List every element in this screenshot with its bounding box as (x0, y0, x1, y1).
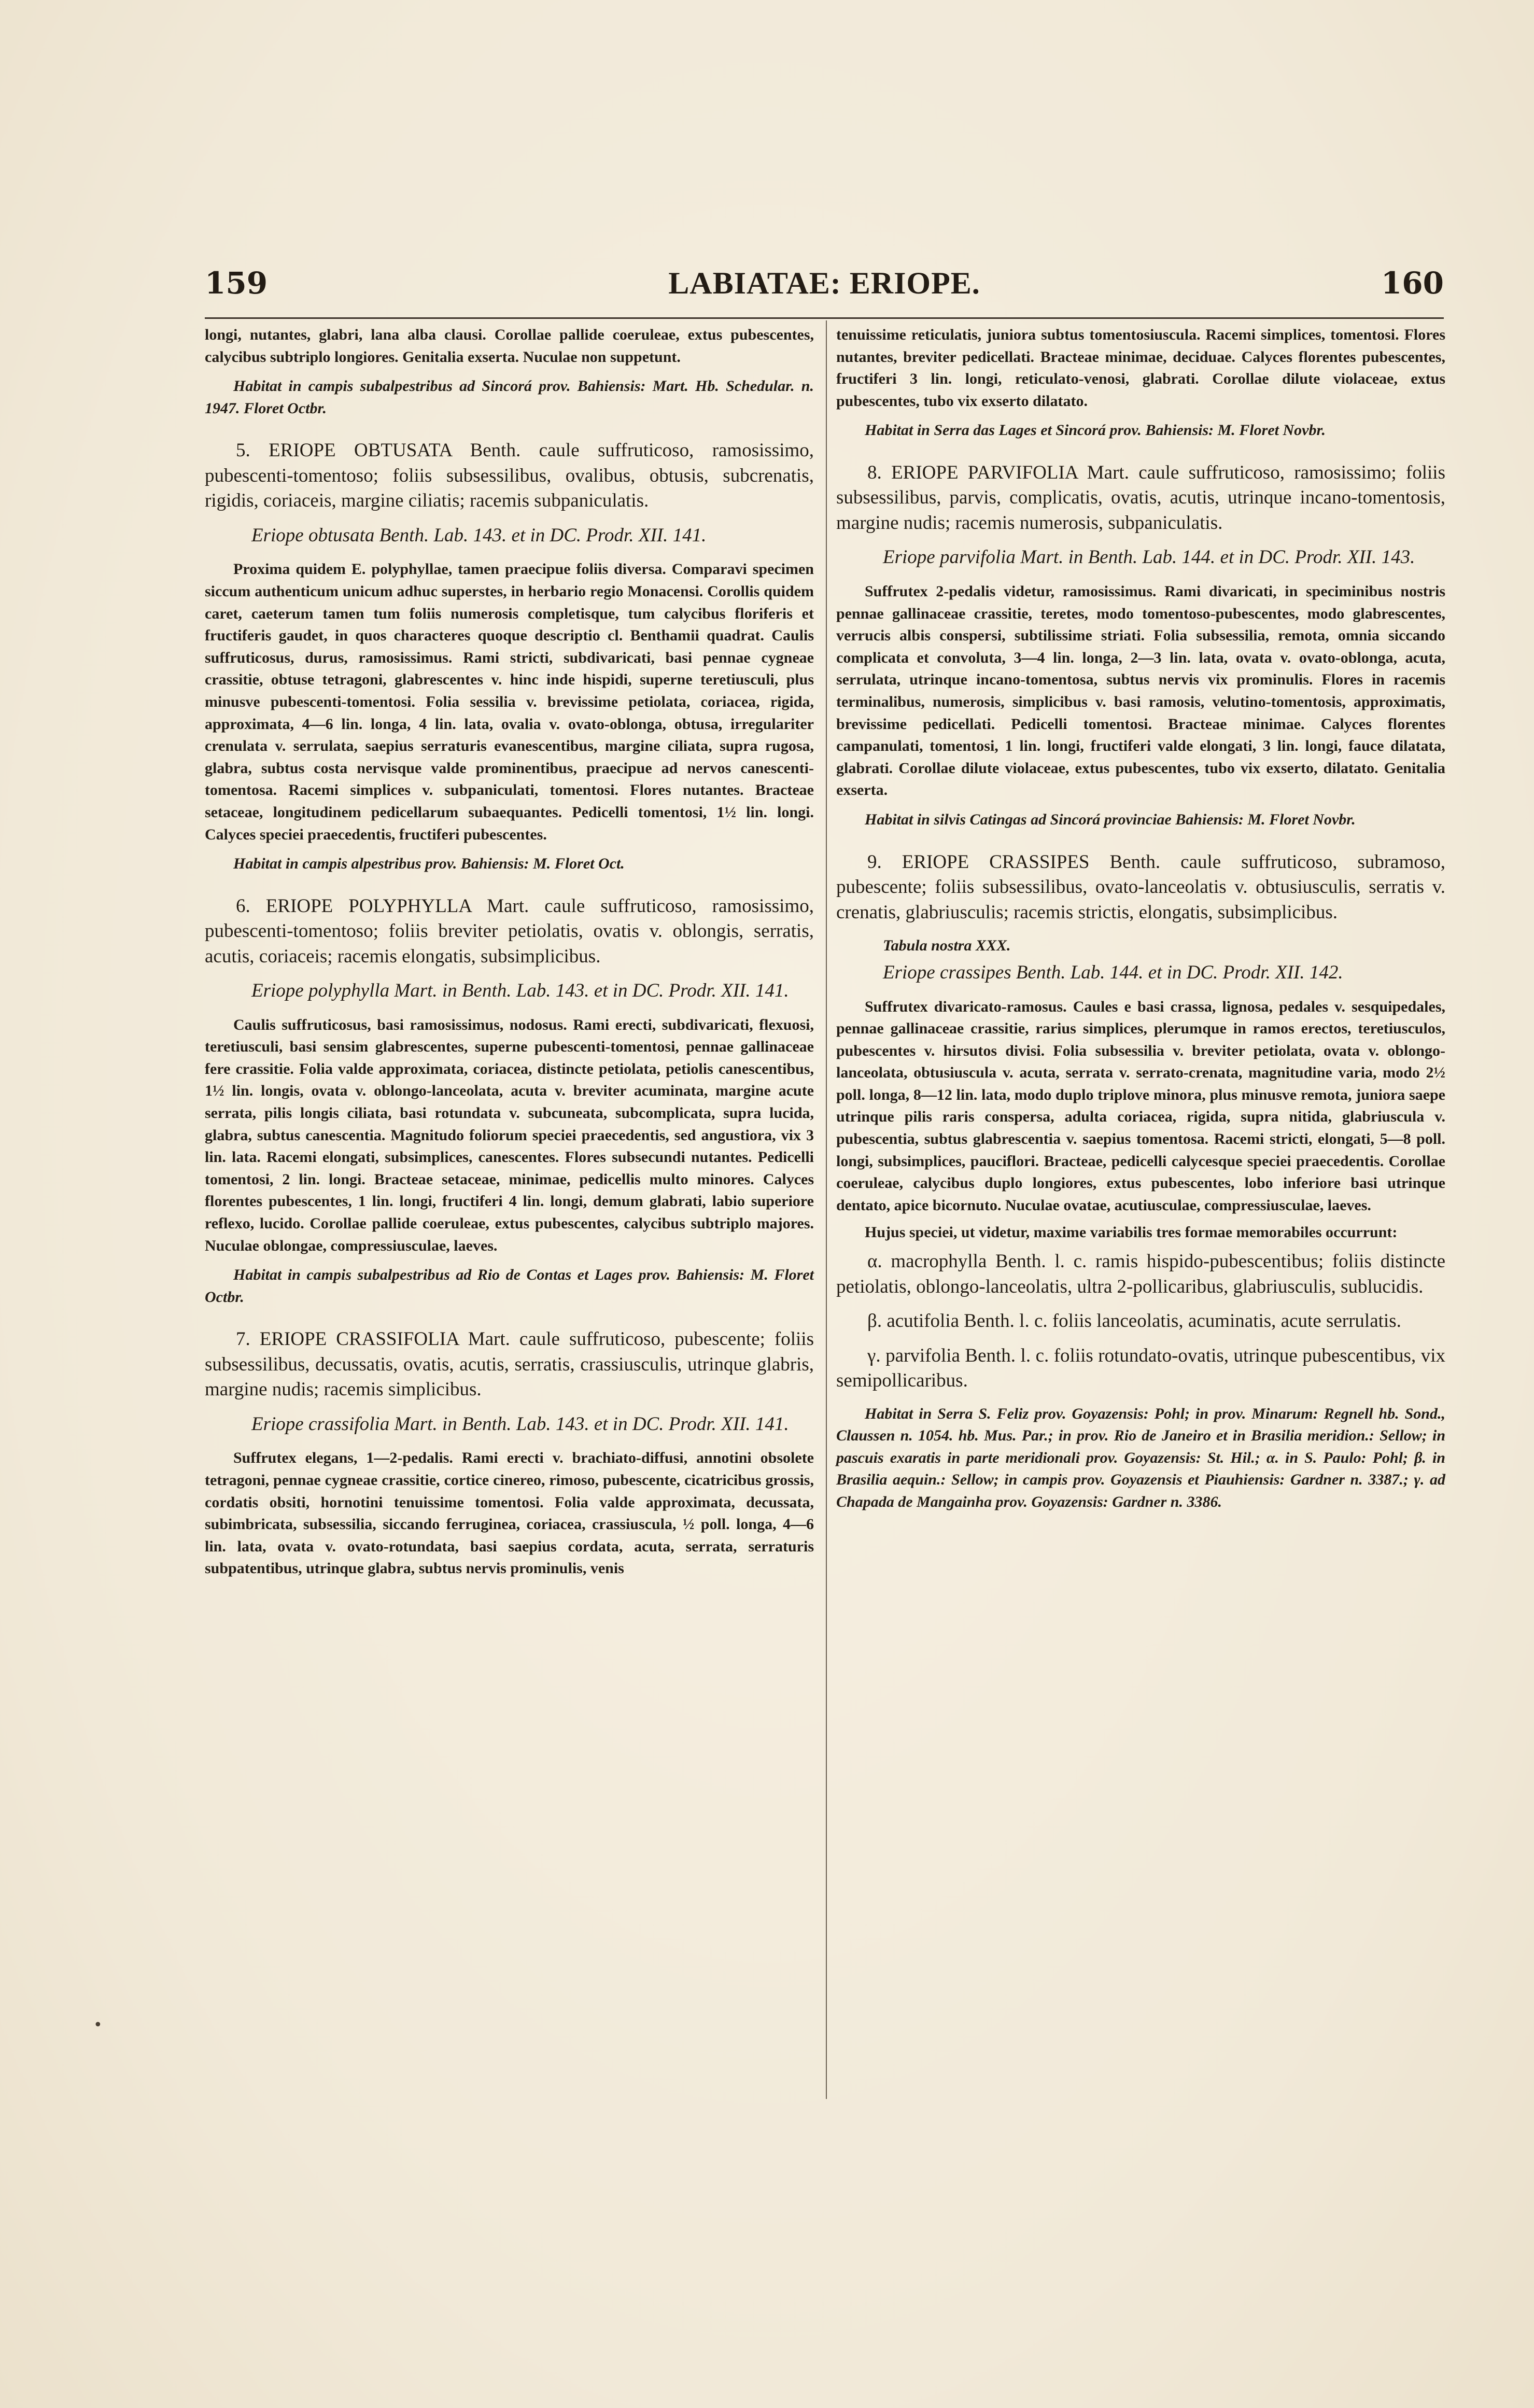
species-reference-8: Eriope parvifolia Mart. in Benth. Lab. 144. et in DC. Prodr. XII. 143. (883, 547, 1415, 568)
species-description-7: Suffrutex elegans, 1—2-pedalis. Rami erecti v. brachiato-diffusi, annotini obsolete tetragoni, pennae cygneae crassitie, cortice cinereo, rimoso, pubescente, cicatricibus grossis, cordatis obsiti, hornotini tenuissime tomentosi. Folia valde approximata, decussata, subimbricata, subsessilia, siccando ferruginea, coriacea, crassiuscula, ½ poll. longa, 4—6 lin. lata, ovata v. ovato-rotundata, basi saepius cordata, acuta, serrata, serraturis subpatentibus, utrinque glabra, subtus nervis prominulis, venis (205, 1449, 814, 1577)
header-rule (205, 317, 1444, 319)
species-heading-5: 5. ERIOPE OBTUSATA Benth. caule suffruticoso, ramosissimo, pubescenti-tomentoso; foliis subsessilibus, ovalibus, obtusis, subcrenatis, rigidis, coriaceis, margine ciliatis; racemis subpaniculatis. (205, 440, 814, 512)
habitat-note: Habitat in campis subalpestribus ad Sincorá prov. Bahiensis: Mart. Hb. Schedular. n. 1947. Floret Octbr. (205, 377, 814, 417)
right-column (836, 324, 1445, 1532)
continuation-paragraph-right: tenuissime reticulatis, juniora subtus tomentosiuscula. Racemi simplices, tomentosi. Flores nutantes, breviter pedicellati. Bracteae minimae, deciduae. Calyces florentes pubescentes, fructiferi 3 lin. longi, reticulato-venosi, glabrati. Corollae dilute violaceae, extus pubescentes, tubo vix exserto dilatato. (836, 326, 1445, 410)
page-number-left: 159 (205, 265, 268, 301)
forms-intro: Hujus speciei, ut videtur, maxime variabilis tres formae memorabiles occurrunt: (865, 1224, 1398, 1241)
plate-reference: Tabula nostra XXX. (883, 937, 1011, 954)
species-reference-9: Eriope crassipes Benth. Lab. 144. et in DC. Prodr. XII. 142. (883, 962, 1343, 983)
running-title: LABIATAE: ERIOPE. (668, 266, 980, 300)
habitat-note-6: Habitat in campis subalpestribus ad Rio de Contas et Lages prov. Bahiensis: M. Floret Octbr. (205, 1266, 814, 1306)
species-heading-6: 6. ERIOPE POLYPHYLLA Mart. caule suffruticoso, ramosissimo, pubescenti-tomentoso; foliis breviter petiolatis, ovatis v. oblongis, serratis, acutis, coriaceis; racemis elongatis, subsimplicibus. (205, 895, 814, 967)
form-alpha: α. macrophylla Benth. l. c. ramis hispido-pubescentibus; foliis distincte petiolatis, oblongo-lanceolatis, ultra 2-pollicaribus, glabriusculis, sublucidis. (836, 1251, 1445, 1297)
habitat-note-9: Habitat in Serra S. Feliz prov. Goyazensis: Pohl; in prov. Minarum: Regnell hb. Sond., Claussen n. 1054. hb. Mus. Par.; in prov. Rio de Janeiro et in Brasilia meridion.: Sellow; in pascuis exaratis in parte meridionali prov. Goyazensis: St. Hil.; α. in S. Paulo: Pohl; β. in Brasilia aequin.: Sellow; in campis prov. Goyazensis et Piauhiensis: Gardner n. 3387.; γ. ad Chapada de Mangainha prov. Goyazensis: Gardner n. 3386. (836, 1405, 1445, 1510)
species-description-5: Proxima quidem E. polyphyllae, tamen praecipue foliis diversa. Comparavi specimen siccum authenticum unicum adhuc superstes, in herbario regio Monacensi. Corollis quidem caret, caeterum tamen tum foliis numerosis completisque, tum calycibus floriferis et fructiferis gaudet, in quos characteres quoque descriptio cl. Benthamii quadrat. Caulis suffruticosus, durus, ramosissimus. Rami stricti, subdivaricati, basi pennae cygneae crassitie, obtuse tetragoni, glabrescentes v. hinc inde hispidi, superne teretiusculi, plus minusve pubescenti-tomentosi. Folia sessilia v. brevissime petiolata, coriacea, rigida, approximata, 4—6 lin. longa, 4 lin. lata, ovalia v. ovato-oblonga, obtusa, irregulariter crenulata v. serrulata, saepius serraturis evanescentibus, margine ciliata, supra rugosa, glabra, subtus costa nervisque valde prominentibus, praecipue ad nervos canescenti-tomentosa. Racemi simplices v. subpaniculati, tomentosi. Flores nutantes. Bracteae setaceae, longitudinem pedicellarum subaequantes. Pedicelli tomentosi, 1½ lin. longi. Calyces speciei praecedentis, fructiferi pubescentes. (205, 561, 814, 843)
habitat-note-5: Habitat in campis alpestribus prov. Bahiensis: M. Floret Oct. (233, 855, 625, 873)
page-header (205, 265, 1444, 307)
species-reference-5: Eriope obtusata Benth. Lab. 143. et in DC. Prodr. XII. 141. (251, 524, 707, 546)
species-description-9: Suffrutex divaricato-ramosus. Caules e basi crassa, lignosa, pedales v. sesquipedales, pennae gallinaceae crassitie, rarius simplices, plerumque in ramos erectos, teretiusculos, pubescentes v. hirsutos divisi. Folia subsessilia v. breviter petiolata, ovata v. oblongo-lanceolata, obtusiuscula v. acuta, serrata v. serrato-crenata, magnitudine varia, modo 2½ poll. longa, 8—12 lin. lata, modo duplo triplove minora, plus minusve remota, juniora saepe utrinque pilis raris conspersa, adulta coriacea, rigida, supra nitida, glabriuscula v. pubescentia, subtus glabrescentia v. saepius tomentosa. Racemi stricti, elongati, 5—8 poll. longi, subsimplices, pauciflori. Bracteae, pedicelli calycesque speciei praecedentis. Corollae coeruleae, calycibus duplo longiores, extus pubescentes, lobo inferiore basi utrinque dentato, apice bicornuto. Nuculae ovatae, acutiusculae, compressiusculae, laeves. (836, 998, 1445, 1214)
form-gamma: γ. parvifolia Benth. l. c. foliis rotundato-ovatis, utrinque pubescentibus, vix semipollicaribus. (836, 1345, 1445, 1392)
left-column (205, 324, 814, 1585)
species-heading-7: 7. ERIOPE CRASSIFOLIA Mart. caule suffruticoso, pubescente; foliis subsessilibus, decussatis, ovatis, acutis, serratis, crassiusculis, utrinque glabris, margine nudis; racemis simplicibus. (205, 1328, 814, 1401)
species-reference-7: Eriope crassifolia Mart. in Benth. Lab. 143. et in DC. Prodr. XII. 141. (251, 1413, 789, 1435)
species-reference-6: Eriope polyphylla Mart. in Benth. Lab. 143. et in DC. Prodr. XII. 141. (251, 980, 789, 1002)
species-description-6: Caulis suffruticosus, basi ramosissimus, nodosus. Rami erecti, subdivaricati, flexuosi, teretiusculi, basi sensim glabrescentes, superne pubescenti-tomentosi, pennae gallinaceae fere crassitie. Folia valde approximata, coriacea, distincte petiolata, petiolis canescentibus, 1½ lin. longis, ovata v. oblongo-lanceolata, acuta v. breviter acuminata, margine acute serrata, pilis longis ciliata, basi rotundata v. subcuneata, subcomplicata, supra lucida, glabra, subtus canescentia. Magnitudo foliorum speciei praecedentis, sed angustiora, vix 3 lin. lata. Racemi elongati, subsimplices, canescentes. Flores subsecundi nutantes. Pedicelli tomentosi, 2 lin. longi. Bracteae setaceae, minimae, pedicellis multo minores. Calyces florentes pubescentes, 1 lin. longi, fructiferi 4 lin. longi, demum glabrati, labio superiore reflexo, lucido. Corollae pallide coeruleae, extus pubescentes, calycibus subtriplo majores. Nuculae oblongae, compressiusculae, laeves. (205, 1016, 814, 1254)
habitat-note-8: Habitat in silvis Catingas ad Sincorá provinciae Bahiensis: M. Floret Novbr. (865, 810, 1356, 828)
continuation-paragraph: longi, nutantes, glabri, lana alba clausi. Corollae pallide coeruleae, extus pubescentes, calycibus subtriplo longiores. Genitalia exserta. Nuculae non suppetunt. (205, 326, 814, 366)
margin-mark: • (93, 2016, 103, 2034)
habitat-note-7: Habitat in Serra das Lages et Sincorá prov. Bahiensis: M. Floret Novbr. (865, 422, 1326, 439)
species-heading-9: 9. ERIOPE CRASSIPES Benth. caule suffruticoso, subramoso, pubescente; foliis subsessilibus, ovato-lanceolatis v. obtusiusculis, serratis v. crenatis, glabriusculis; racemis strictis, elongatis, subsimplicibus. (836, 851, 1445, 923)
column-divider (826, 320, 827, 2099)
form-beta: β. acutifolia Benth. l. c. foliis lanceolatis, acuminatis, acute serrulatis. (867, 1310, 1401, 1332)
page-number-right: 160 (1381, 265, 1444, 301)
species-heading-8: 8. ERIOPE PARVIFOLIA Mart. caule suffruticoso, ramosissimo; foliis subsessilibus, parvis, complicatis, ovatis, acutis, utrinque incano-tomentosis, margine nudis; racemis numerosis, subpaniculatis. (836, 461, 1445, 534)
species-description-8: Suffrutex 2-pedalis videtur, ramosissimus. Rami divaricati, in speciminibus nostris pennae gallinaceae crassitie, teretes, modo tomentoso-pubescentes, modo glabrescentes, verrucis albis conspersi, subtilissime striati. Folia subsessilia, remota, omnia siccando complicata et convoluta, 3—4 lin. longa, 2—3 lin. lata, ovata v. ovato-oblonga, acuta, serrulata, utrinque incano-tomentosa, subtus nervis vix prominulis. Flores in racemis terminalibus, numerosis, simplicibus v. basi ramosis, velutino-tomentosis, approximatis, brevissime pedicellati. Pedicelli tomentosi. Bracteae minimae. Calyces florentes campanulati, tomentosi, 1 lin. longi, fructiferi valde elongati, 3 lin. longi, fauce dilatata, glabrati. Corollae dilute violaceae, extus pubescentes, tubo vix exserto, dilatato. Genitalia exserta. (836, 582, 1445, 799)
